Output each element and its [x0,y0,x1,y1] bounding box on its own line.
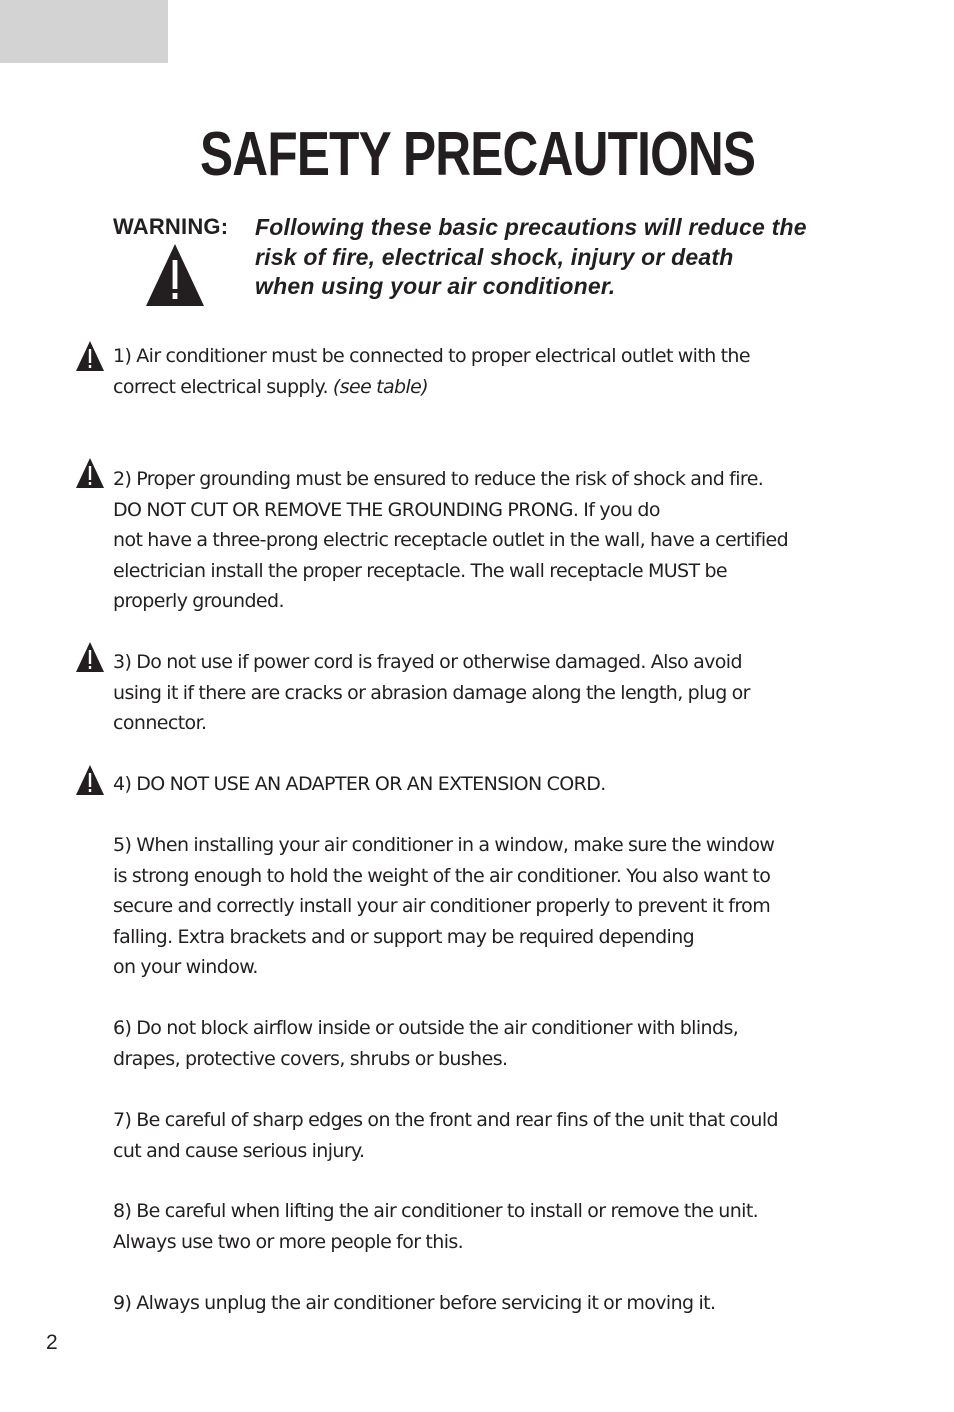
precaution-item-8 [113,1196,853,1257]
item-line: 4) DO NOT USE AN ADAPTER OR AN EXTENSION CORD. [113,773,606,795]
item-line: 2) Proper grounding must be ensured to reduce the risk of shock and fire. [113,468,764,490]
item-line: secure and correctly install your air conditioner properly to prevent it from [113,895,771,917]
warning-triangle-icon [75,764,105,796]
page-title: SAFETY PRECAUTIONS [200,120,756,189]
precaution-item-5 [113,830,853,983]
warning-triangle-icon [75,340,105,372]
precaution-item-9 [113,1288,853,1319]
item-line: 7) Be careful of sharp edges on the front and rear fins of the unit that could [113,1109,778,1131]
item-line: Always use two or more people for this. [113,1230,464,1253]
item-text: correct electrical supply. [113,375,333,398]
item-line: not have a three-prong electric receptacle outlet in the wall, have a certified [113,529,789,551]
warning-triangle-icon [75,641,105,673]
item-line: 8) Be careful when lifting the air conditioner to install or remove the unit. [113,1200,759,1222]
warning-triangle-icon [145,243,205,307]
corner-tab [0,0,168,63]
item-line: is strong enough to hold the weight of the air conditioner. You also want to [113,864,771,887]
item-line: falling. Extra brackets and or support may be required depending [113,925,695,948]
warning-text [255,213,875,302]
item-line: 5) When installing your air conditioner in a window, make sure the window [113,834,775,856]
precaution-item-6 [113,1013,853,1074]
item-line: using it if there are cracks or abrasion damage along the length, plug or [113,681,750,704]
warning-triangle-icon [75,457,105,489]
item-line: on your window. [113,956,258,978]
item-line [113,372,853,403]
item-line: DO NOT CUT OR REMOVE THE GROUNDING PRONG. If you do [113,498,660,521]
precaution-item-2 [113,464,853,617]
item-line: drapes, protective covers, shrubs or bushes. [113,1047,508,1070]
item-line: 1) Air conditioner must be connected to proper electrical outlet with the [113,345,750,367]
item-line: 9) Always unplug the air conditioner before servicing it or moving it. [113,1292,716,1314]
warning-line: when using your air conditioner. [255,273,616,299]
item-line: 3) Do not use if power cord is frayed or otherwise damaged. Also avoid [113,651,742,673]
item-line: electrician install the proper receptacle. The wall receptacle MUST be [113,559,728,582]
warning-line: risk of fire, electrical shock, injury or death [255,243,734,270]
item-line: cut and cause serious injury. [113,1139,365,1162]
item-line: 6) Do not block airflow inside or outside the air conditioner with blinds, [113,1017,739,1039]
precaution-item-4 [113,769,853,800]
precaution-item-3 [113,647,853,739]
precaution-item-7 [113,1105,853,1166]
warning-line: Following these basic precautions will reduce the [255,214,807,240]
item-line: properly grounded. [113,590,284,612]
warning-label: WARNING: [113,214,229,239]
item-line: connector. [113,712,207,734]
precaution-item-1 [113,341,853,402]
page-number: 2 [46,1331,58,1354]
item-note: (see table) [332,375,429,398]
